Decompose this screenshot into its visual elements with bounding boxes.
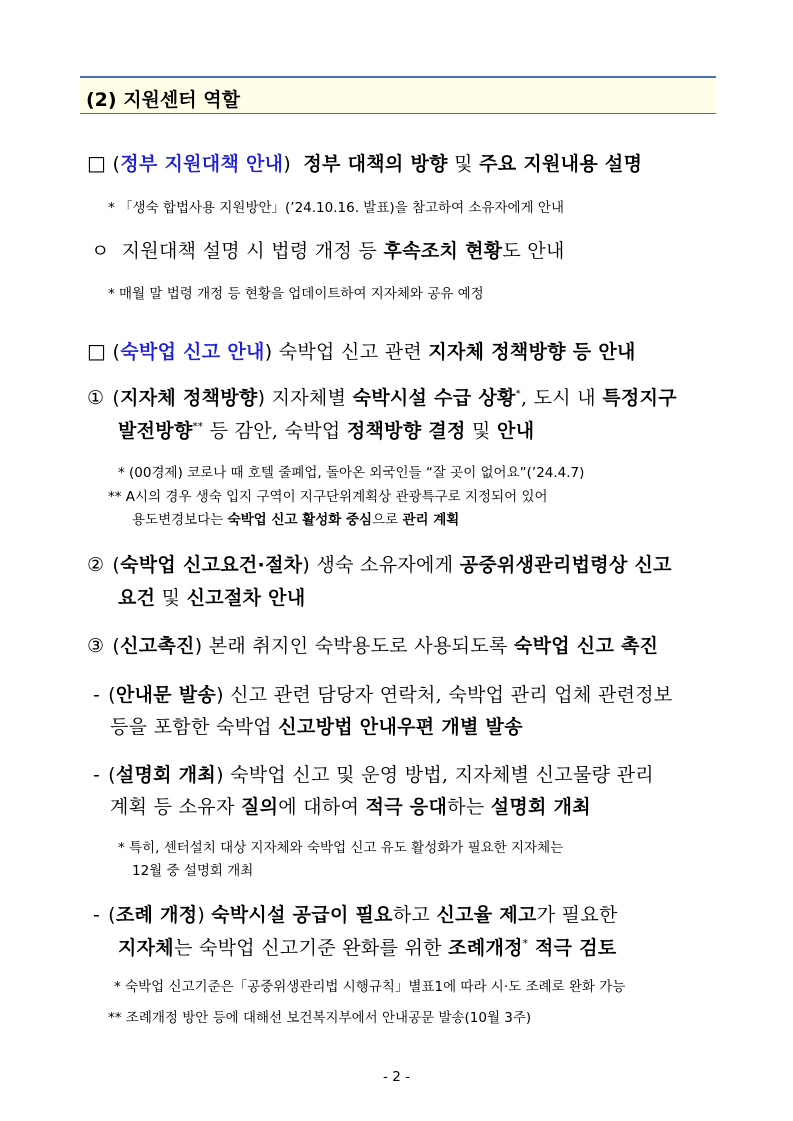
numbered-item-1: ① (지자체 정책방향) 지자체별 숙박시설 수급 상황*, 도시 내 특정지구 bbox=[87, 387, 677, 409]
dash-item-briefing-cont: 계획 등 소유자 질의에 대하여 적극 응대하는 설명회 개최 bbox=[110, 796, 591, 818]
circle-bullet-icon: ㅇ bbox=[91, 240, 110, 262]
note-line: 12월 중 설명회 개최 bbox=[132, 863, 254, 879]
numbered-item-2-cont: 요건 및 신고절차 안내 bbox=[118, 587, 306, 609]
note-line: ** A시의 경우 생숙 입지 구역이 지구단위계획상 관광특구로 지정되어 있어 bbox=[108, 489, 548, 505]
numbered-item-1-cont: 발전방향** 등 감안, 숙박업 정책방향 결정 및 안내 bbox=[118, 420, 535, 442]
circled-number: ① bbox=[87, 387, 105, 409]
dash-item-briefing: - (설명회 개최) 숙박업 신고 및 운영 방법, 지자체별 신고물량 관리 bbox=[93, 764, 654, 786]
dash-item-notice: - (안내문 발송) 신고 관련 담당자 연락처, 숙박업 관리 업체 관련정보 bbox=[93, 684, 673, 706]
checkbox-square-icon: □ bbox=[87, 151, 107, 175]
note-line: * 특히, 센터설치 대상 지자체와 숙박업 신고 유도 활성화가 필요한 지자체는 bbox=[118, 840, 564, 856]
numbered-item-3: ③ (신고촉진) 본래 취지인 숙박용도로 사용되도록 숙박업 신고 촉진 bbox=[87, 635, 659, 657]
note-line: ** 조례개정 방안 등에 대해선 보건복지부에서 안내공문 발송(10월 3주) bbox=[108, 1010, 532, 1026]
note-line: * 매월 말 법령 개정 등 현황을 업데이트하여 지자체와 공유 예정 bbox=[108, 286, 484, 302]
checkbox-square-icon: □ bbox=[87, 339, 107, 363]
dash-item-ordinance: - (조례 개정) 숙박시설 공급이 필요하고 신고율 제고가 필요한 bbox=[93, 904, 618, 926]
section-header bbox=[80, 76, 716, 114]
item-tag: 숙박업 신고 안내 bbox=[120, 341, 265, 363]
page-number: - 2 - bbox=[383, 1069, 410, 1085]
note-line: * 숙박업 신고기준은「공중위생관리법 시행규칙」별표1에 따라 시·도 조례로 완화 가능 bbox=[114, 979, 626, 995]
note-line: 용도변경보다는 숙박업 신고 활성화 중심으로 관리 계획 bbox=[132, 512, 460, 528]
item-lodging-report: □ (숙박업 신고 안내) 숙박업 신고 관련 지자체 정책방향 등 안내 bbox=[87, 339, 636, 363]
item-tag: 정부 지원대책 안내 bbox=[120, 153, 284, 175]
note-line: * 「생숙 합법사용 지원방안」(’24.10.16. 발표)을 참고하여 소유자에게 안내 bbox=[108, 200, 565, 216]
bullet-line: ㅇ 지원대책 설명 시 법령 개정 등 후속조치 현황도 안내 bbox=[91, 240, 565, 262]
dash-item-ordinance-cont: 지자체는 숙박업 신고기준 완화를 위한 조례개정* 적극 검토 bbox=[118, 937, 617, 959]
circled-number: ② bbox=[87, 554, 105, 576]
circled-number: ③ bbox=[87, 635, 105, 657]
dash-item-notice-cont: 등을 포함한 숙박업 신고방법 안내우편 개별 발송 bbox=[110, 716, 523, 738]
note-line: * (00경제) 코로나 때 호텔 줄폐업, 돌아온 외국인들 “잘 곳이 없어요”(’24.4.7) bbox=[118, 465, 585, 481]
item-government-support: □ (정부 지원대책 안내) 정부 대책의 방향 및 주요 지원내용 설명 bbox=[87, 151, 643, 175]
numbered-item-2: ② (숙박업 신고요건·절차) 생숙 소유자에게 공중위생관리법령상 신고 bbox=[87, 554, 672, 576]
section-title: (2) 지원센터 역할 bbox=[86, 89, 240, 111]
